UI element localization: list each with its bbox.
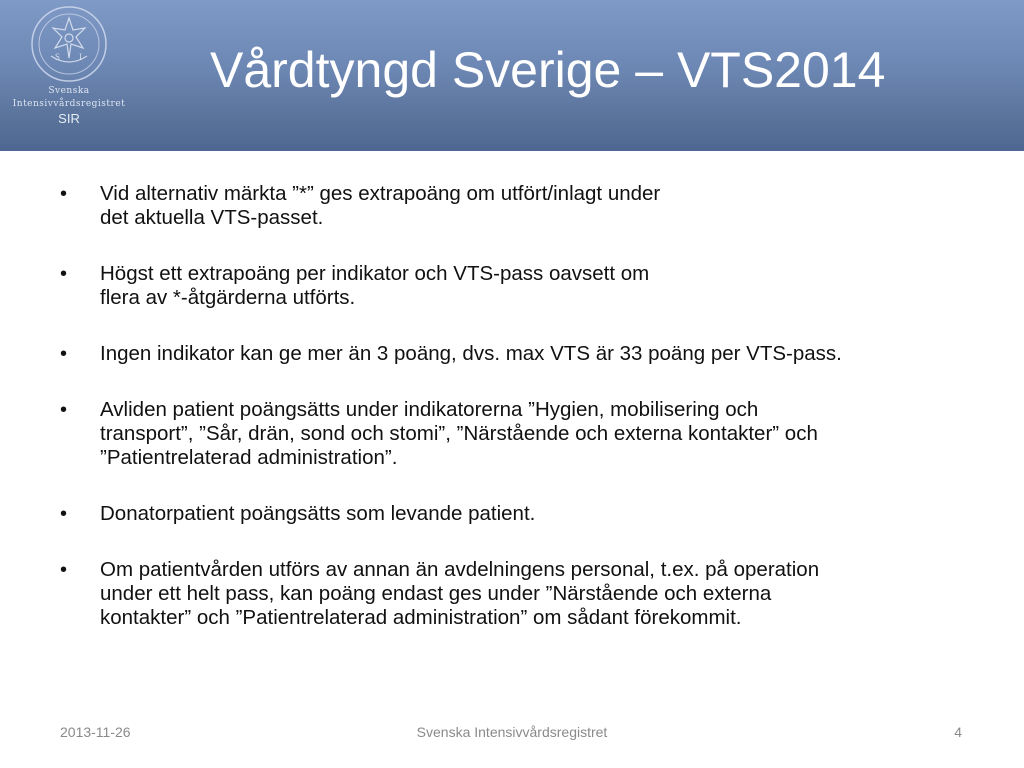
bullet-item xyxy=(58,502,958,526)
bullet-marker: • xyxy=(60,343,68,365)
bullet-text-line: flera av *-åtgärderna utförts. xyxy=(100,286,356,309)
logo-org-line2: Intensivvårdsregistret xyxy=(12,99,126,109)
bullet-text-line: kontakter” och ”Patientrelaterad administration” om sådant förekommit. xyxy=(100,606,742,629)
bullet-marker: • xyxy=(60,399,68,421)
bullet-text-line: ”Patientrelaterad administration”. xyxy=(100,446,398,469)
bullet-text-line: transport”, ”Sår, drän, sond och stomi”, ”Närstående och externa kontakter” och xyxy=(100,422,818,445)
bullet-marker: • xyxy=(60,503,68,525)
bullet-text-line: Ingen indikator kan ge mer än 3 poäng, dvs. max VTS är 33 poäng per VTS-pass. xyxy=(100,342,842,365)
bullet-text-line: Avliden patient poängsätts under indikatorerna ”Hygien, mobilisering och xyxy=(100,398,759,421)
footer-organization: Svenska Intensivvårdsregistret xyxy=(416,724,608,740)
bullet-item xyxy=(58,558,958,630)
bullet-marker: • xyxy=(60,263,68,285)
svg-text:I: I xyxy=(79,52,82,62)
bullet-text-line: Högst ett extrapoäng per indikator och VTS-pass oavsett om xyxy=(100,262,650,285)
bullet-text-line: under ett helt pass, kan poäng endast ges under ”Närstående och externa xyxy=(100,582,772,605)
bullet-marker: • xyxy=(60,183,68,205)
bullet-item xyxy=(58,342,958,366)
bullet-text-line: det aktuella VTS-passet. xyxy=(100,206,324,229)
bullet-item xyxy=(58,262,958,310)
bullet-text-line: Vid alternativ märkta ”*” ges extrapoäng om utfört/inlagt under xyxy=(100,182,661,205)
bullet-item xyxy=(58,398,958,470)
logo-abbreviation: SIR xyxy=(58,111,80,126)
sir-seal-logo-icon xyxy=(29,4,109,84)
slide-title: Vårdtyngd Sverige – VTS2014 xyxy=(210,42,886,98)
slide-header xyxy=(0,0,1024,151)
bullet-item xyxy=(58,182,958,230)
bullet-text-line: Donatorpatient poängsätts som levande patient. xyxy=(100,502,536,525)
sir-logo xyxy=(2,4,136,134)
footer-page-number: 4 xyxy=(954,724,962,740)
svg-text:S: S xyxy=(55,52,61,62)
bullet-text-line: Om patientvården utförs av annan än avdelningens personal, t.ex. på operation xyxy=(100,558,820,581)
bullet-marker: • xyxy=(60,559,68,581)
footer-date: 2013-11-26 xyxy=(60,724,131,740)
bullet-list xyxy=(58,182,958,662)
logo-org-line1: Svenska xyxy=(48,86,90,96)
